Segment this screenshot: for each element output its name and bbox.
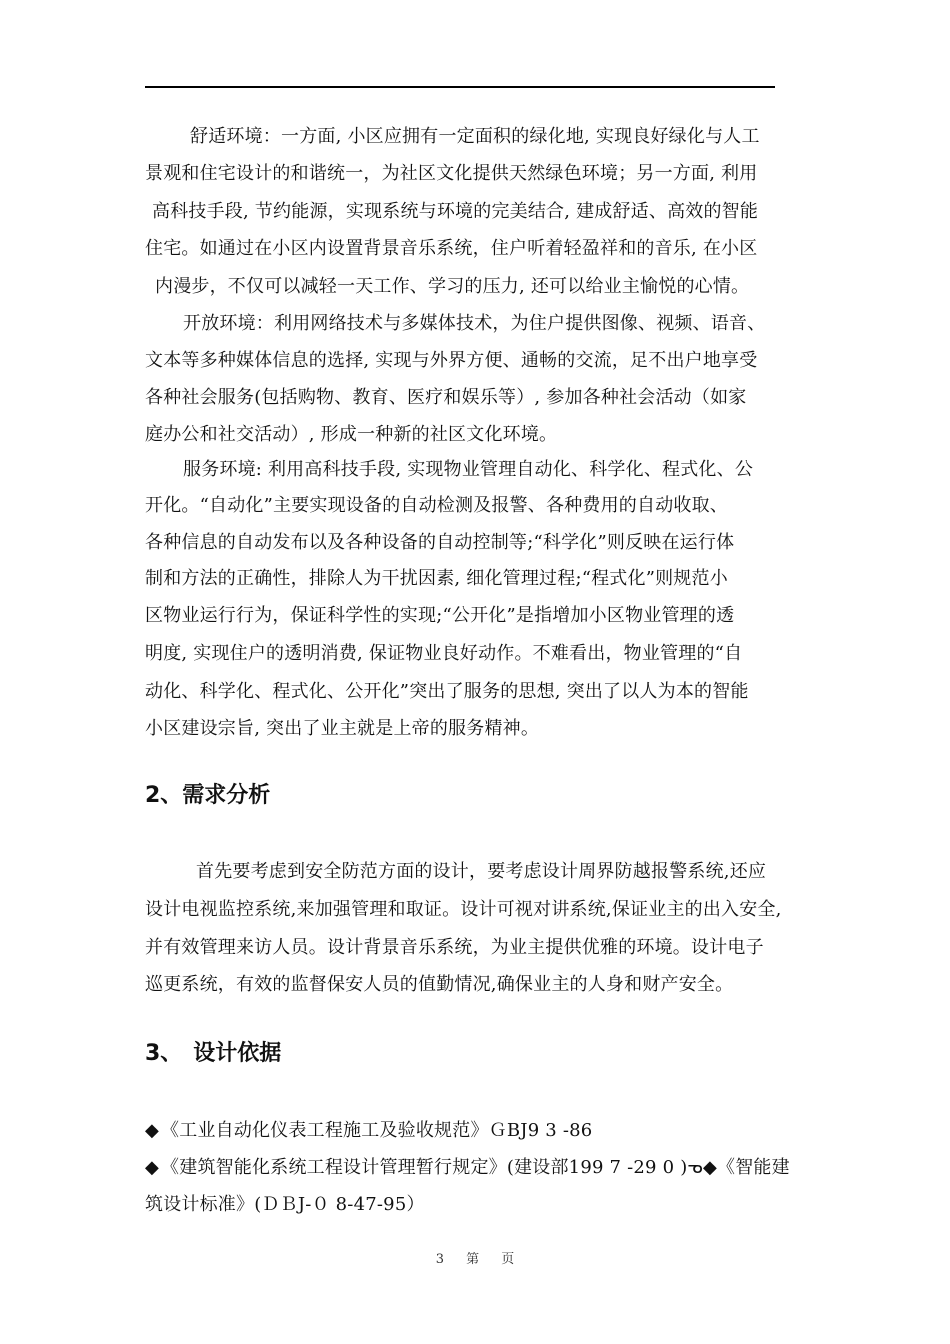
paragraph-line: 区物业运行行为，保证科学性的实现;“公开化”是指增加小区物业管理的透 xyxy=(145,605,735,626)
paragraph-line: 设计电视监控系统,来加强管理和取证。设计可视对讲系统,保证业主的出入安全, xyxy=(145,899,782,920)
reference-text: 《工业自动化仪表工程施工及验收规范》ＧBJ9 3 -86 xyxy=(161,1120,593,1141)
paragraph-line: 内漫步，不仅可以减轻一天工作、学习的压力, 还可以给业主愉悦的心情。 xyxy=(155,276,750,297)
paragraph-line: 首先要考虑到安全防范方面的设计，要考虑设计周界防越报警系统,还应 xyxy=(196,861,767,882)
paragraph-line: 小区建设宗旨, 突出了业主就是上帝的服务精神。 xyxy=(145,718,540,739)
reference-text: 《建筑智能化系统工程设计管理暂行规定》(建设部199 7 -29 0 )ᓀ◆《智能建 xyxy=(161,1157,790,1178)
section-heading-needs: 2、需求分析 xyxy=(145,783,271,808)
paragraph-line: 各种社会服务(包括购物、教育、医疗和娱乐等）, 参加各种社会活动（如家 xyxy=(145,387,747,408)
paragraph-line: 开化。“自动化”主要实现设备的自动检测及报警、各种费用的自动收取、 xyxy=(145,495,729,516)
paragraph-line: 庭办公和社交活动）, 形成一种新的社区文化环境。 xyxy=(145,424,558,445)
paragraph-line: 并有效管理来访人员。设计背景音乐系统，为业主提供优雅的环境。设计电子 xyxy=(145,937,764,958)
reference-item xyxy=(145,1156,805,1180)
paragraph-line: 制和方法的正确性，排除人为干扰因素, 细化管理过程;“程式化”则规范小 xyxy=(145,568,728,589)
paragraph-line: 巡更系统，有效的监督保安人员的值勤情况,确保业主的人身和财产安全。 xyxy=(145,974,734,995)
reference-text-continued: 筑设计标准》(ＤＢJ-０ 8-47-95） xyxy=(145,1194,425,1215)
reference-item xyxy=(145,1119,805,1143)
paragraph-line: 文本等多种媒体信息的选择, 实现与外界方便、通畅的交流，足不出户地享受 xyxy=(145,350,758,371)
paragraph-line: 舒适环境：一方面, 小区应拥有一定面积的绿化地, 实现良好绿化与人工 xyxy=(190,126,760,147)
paragraph-line: 住宅。如通过在小区内设置背景音乐系统，住户听着轻盈祥和的音乐, 在小区 xyxy=(145,238,758,259)
page-number-footer: 3 第 页 xyxy=(435,1252,515,1267)
section-heading-basis: 3、 设计依据 xyxy=(145,1041,282,1066)
paragraph-line: 开放环境：利用网络技术与多媒体技术，为住户提供图像、视频、语音、 xyxy=(183,313,766,334)
paragraph-line: 景观和住宅设计的和谐统一，为社区文化提供天然绿色环境；另一方面, 利用 xyxy=(145,163,758,184)
diamond-bullet-icon: ◆ xyxy=(145,1120,160,1141)
header-rule xyxy=(145,86,775,88)
diamond-bullet-icon: ◆ xyxy=(145,1157,160,1178)
paragraph-line: 服务环境: 利用高科技手段, 实现物业管理自动化、科学化、程式化、公 xyxy=(183,459,754,480)
paragraph-line: 明度, 实现住户的透明消费, 保证物业良好动作。不难看出，物业管理的“自 xyxy=(145,643,743,664)
paragraph-line: 各种信息的自动发布以及各种设备的自动控制等;“科学化”则反映在运行体 xyxy=(145,532,735,553)
paragraph-line: 高科技手段, 节约能源，实现系统与环境的完美结合, 建成舒适、高效的智能 xyxy=(152,201,759,222)
paragraph-line: 动化、科学化、程式化、公开化”突出了服务的思想, 突出了以人为本的智能 xyxy=(145,681,749,702)
